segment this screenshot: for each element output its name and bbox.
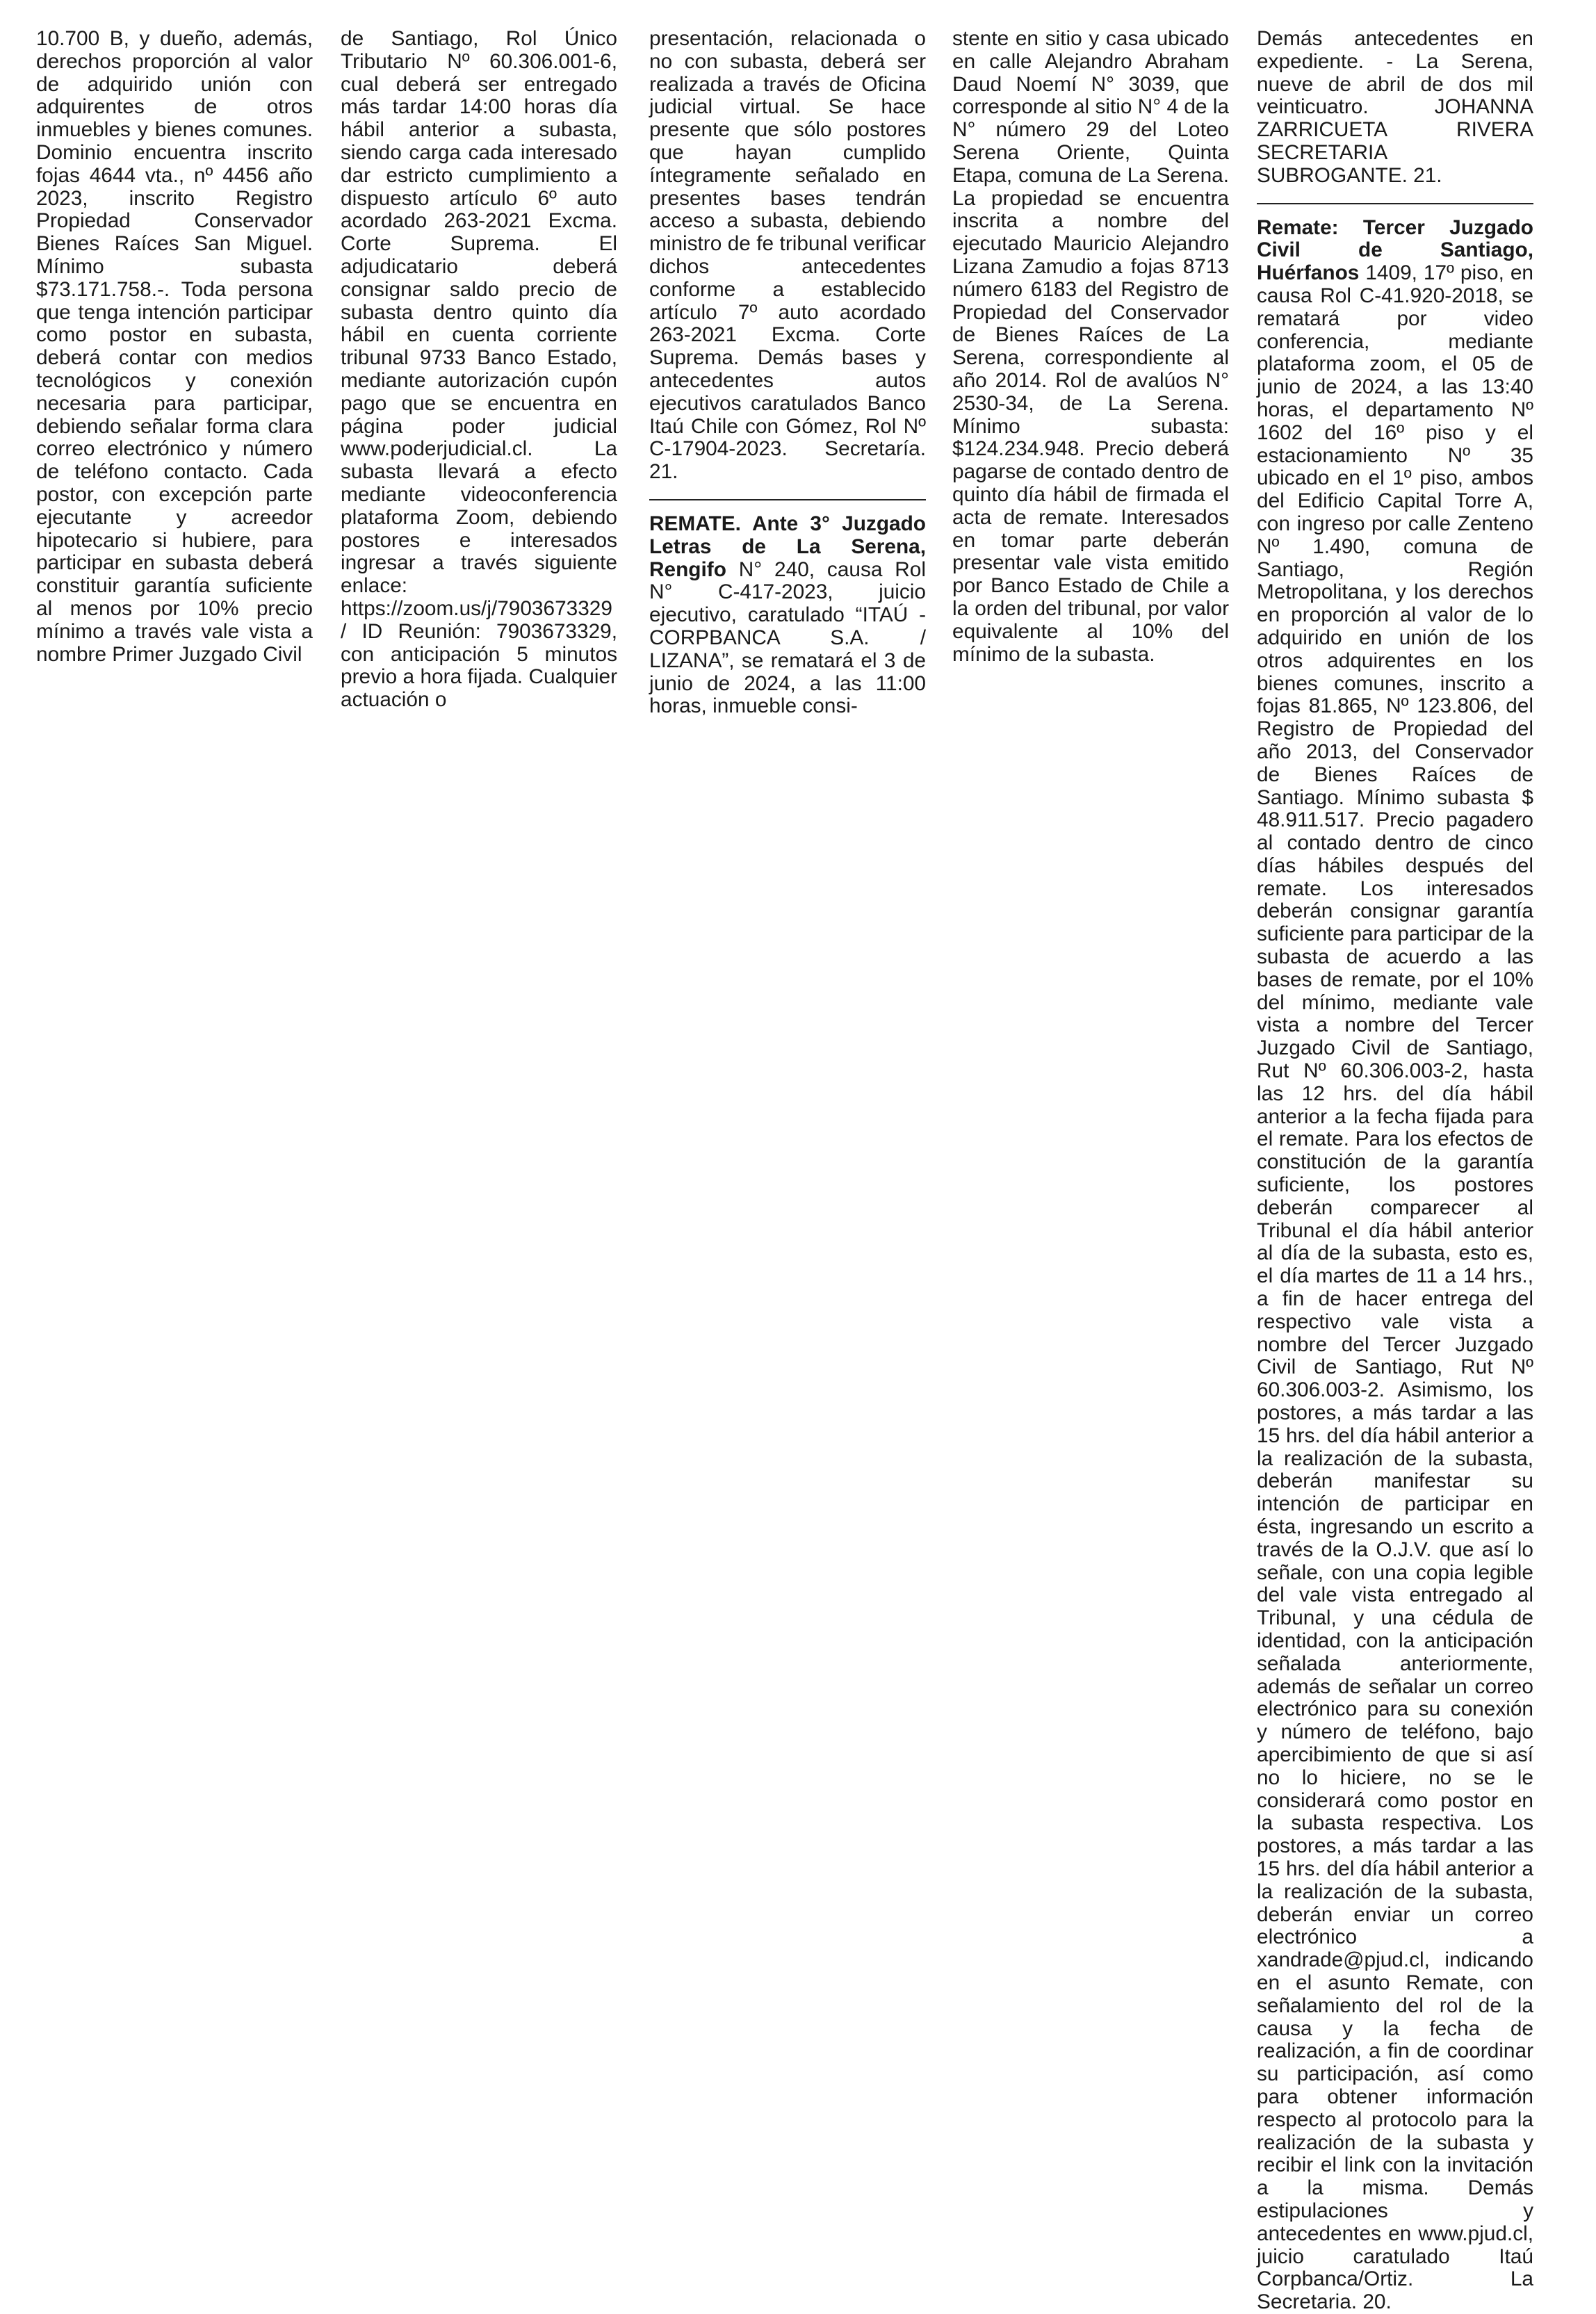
- notice-body: stente en sitio y casa ubicado en calle Alejandro Abraham Daud Noemí N° 3039, que corresponde al sitio N° 4 de la N° número 29 del Loteo Serena Oriente, Quinta Etapa, comuna de La Serena. La propiedad se encuentra inscrita a nombre del ejecutado Mauricio Alejandro Lizana Zamudio a fojas 8713 número 6183 del Registro de Propiedad del Conservador de Bienes Raíces de La Serena, correspondiente al año 2014. Rol de avalúos N° 2530-34, de La Serena. Mínimo subasta: $124.234.948. Precio deberá pagarse de contado dentro de quinto día hábil de firmada el acta de remate. Interesados en tomar parte deberán presentar vale vista emitido por Banco Estado de Chile a la orden del tribunal, por valor equivalente al 10% del mínimo de la subasta.: [952, 27, 1229, 666]
- remate-notice-santiago: [1257, 217, 1533, 2314]
- notice-divider: [649, 499, 926, 500]
- notice-divider: [1257, 203, 1533, 204]
- column-4: [952, 28, 1229, 666]
- notice-body: 10.700 B, y dueño, además, derechos proporción al valor de adquirido unión con adquirentes de otros inmuebles y bienes comunes. Dominio encuentra inscrito fojas 4644 vta., nº 4456 año 2023, inscrito Registro Propiedad Conservador Bienes Raíces San Miguel. Mínimo subasta $73.171.758.-. Toda persona que tenga intención participar como postor en subasta, deberá contar con medios tecnológicos y conexión necesaria para participar, debiendo señalar forma clara correo electrónico y número de teléfono contacto. Cada postor, con excepción parte ejecutante y acreedor hipotecario si hubiere, para participar en subasta deberá constituir garantía suficiente al menos por 10% precio mínimo a través vale vista a nombre Primer Juzgado Civil: [36, 27, 313, 666]
- notice-heading: REMATE. Ante 3° Juzgado Letras de La Serena, Rengifo: [649, 512, 926, 581]
- notice-body: 1409, 17º piso, en causa Rol C-41.920-2018, se rematará por video conferencia, mediante plataforma zoom, el 05 de junio de 2024, a las 13:40 horas, el departamento Nº 1602 del 16º piso y el estacionamiento Nº 35 ubicado en el 1º piso, ambos del Edificio Capital Torre A, con ingreso por calle Zenteno Nº 1.490, comuna de Santiago, Región Metropolitana, y los derechos en proporción al valor de lo adquirido en unión de los otros adquirentes en los bienes comunes, inscrito a fojas 81.865, Nº 123.806, del Registro de Propiedad del año 2013, del Conservador de Bienes Raíces de Santiago. Mínimo subasta $ 48.911.517. Precio pagadero al contado dentro de cinco días hábiles después del remate. Los interesados deberán consignar garantía suficiente para participar de la subasta de acuerdo a las bases de remate, por el 10% del mínimo, mediante vale vista a nombre del Tercer Juzgado Civil de Santiago, Rut Nº 60.306.003-2, hasta las 12 hrs. del día hábil anterior a la fecha fijada para el remate. Para los efectos de constitución de la garantía suficiente, los postores deberán comparecer al Tribunal el día hábil anterior al día de la subasta, esto es, el día martes de 11 a 14 hrs., a fin de hacer entrega del respectivo vale vista a nombre del Tercer Juzgado Civil de Santiago, Rut Nº 60.306.003-2. Asimismo, los postores, a más tardar a las 15 hrs. del día hábil anterior a la realización de la subasta, deberán manifestar su intención de participar en ésta, ingresando un escrito a través de la O.J.V. que así lo señale, con una copia legible del vale vista entregado al Tribunal, y una cédula de identidad, con la anticipación señalada anteriormente, además de señalar un correo electrónico para su conexión y número de teléfono, bajo apercibimiento de que si así no lo hiciere, no se le considerará como postor en la subasta respectiva. Los postores, a más tardar a las 15 hrs. del día hábil anterior a la realización de la subasta, deberán enviar un correo electrónico a xandrade@pjud.cl, indicando en el asunto Remate, con señalamiento del rol de la causa y la fecha de realización, a fin de coordinar su participación, así como para obtener información respecto al protocolo para la realización de la subasta y recibir el link con la invitación a la misma. Demás estipulaciones y antecedentes en www.pjud.cl, juicio caratulado Itaú Corpbanca/Ortiz. La Secretaria. 20.: [1257, 261, 1533, 2314]
- notice-body: Demás antecedentes en expediente. - La Serena, nueve de abril de dos mil veinticuatro. JOHANNA ZARRICUETA RIVERA SECRETARIA SUBROGANTE. 21.: [1257, 27, 1533, 187]
- remate-notice-la-serena: [649, 513, 926, 718]
- column-3: [649, 28, 926, 718]
- notice-body: de Santiago, Rol Único Tributario Nº 60.306.001-6, cual deberá ser entregado más tardar 14:00 horas día hábil anterior a subasta, siendo carga cada interesado dar estricto cumplimiento a dispuesto artículo 6º auto acordado 263-2021 Excma. Corte Suprema. El adjudicatario deberá consignar saldo precio de subasta dentro quinto día hábil en cuenta corriente tribunal 9733 Banco Estado, mediante autorización cupón pago que se encuentra en página poder judicial www.poderjudicial.cl. La subasta llevará a efecto mediante videoconferencia plataforma Zoom, debiendo postores e interesados ingresar a través siguiente enlace: https://zoom.us/j/7903673329 / ID Reunión: 7903673329, con anticipación 5 minutos previo a hora fijada. Cualquier actuación o: [341, 27, 617, 712]
- notice-body: N° 240, causa Rol N° C-417-2023, juicio ejecutivo, caratulado “ITAÚ - CORPBANCA S.A. / LIZANA”, se rematará el 3 de junio de 2024, a las 11:00 horas, inmueble consi-: [649, 557, 926, 718]
- column-1: [36, 28, 313, 666]
- column-2: [341, 28, 617, 712]
- notice-heading: Remate: Tercer Juzgado Civil de Santiago, Huérfanos: [1257, 215, 1533, 285]
- notice-body: presentación, relacionada o no con subasta, deberá ser realizada a través de Oficina judicial virtual. Se hace presente que sólo postores que hayan cumplido íntegramente señalado en presentes bases tendrán acceso a subasta, debiendo ministro de fe tribunal verificar dichos antecedentes conforme a establecido artículo 7º auto acordado 263-2021 Excma. Corte Suprema. Demás bases y antecedentes autos ejecutivos caratulados Banco Itaú Chile con Gómez, Rol Nº C-17904-2023. Secretaría. 21.: [649, 27, 926, 484]
- column-5: [1257, 28, 1533, 2314]
